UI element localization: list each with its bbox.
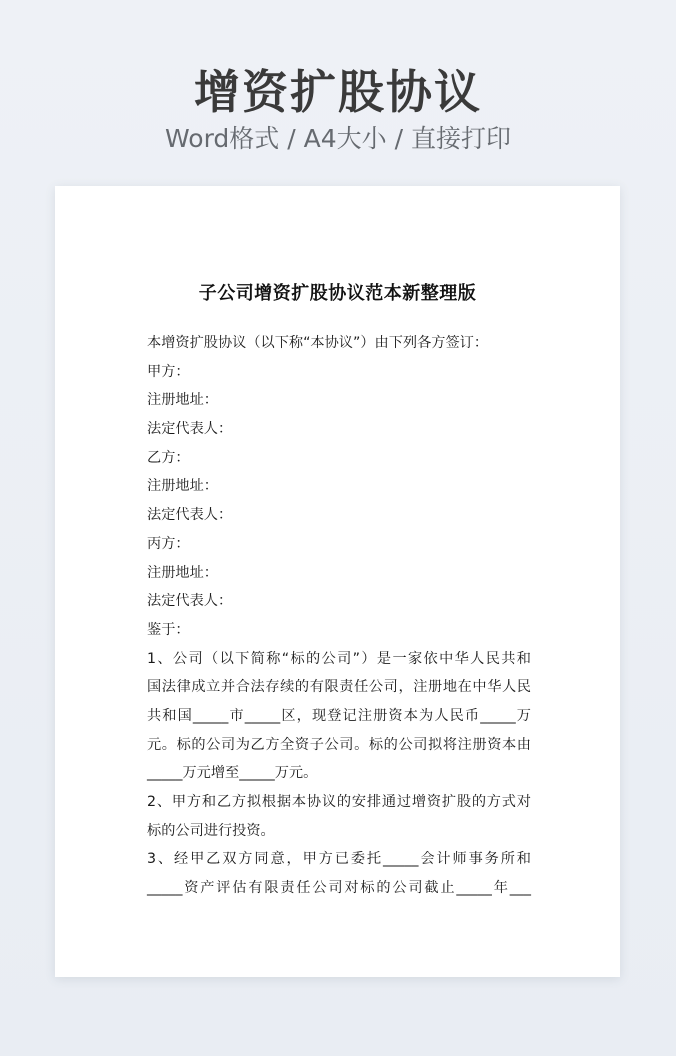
clause-3-line-2: _____资产评估有限责任公司对标的公司截止_____年___ xyxy=(147,880,531,897)
document-title: 子公司增资扩股协议范本新整理版 xyxy=(198,283,477,304)
clause-1-line-5: _____万元增至_____万元。 xyxy=(147,765,318,782)
party-c-label: 丙方： xyxy=(147,535,190,552)
party-b-label: 乙方： xyxy=(147,449,190,466)
whereas-label: 鉴于： xyxy=(147,621,190,638)
party-a-label: 甲方： xyxy=(147,363,190,380)
page-header xyxy=(0,62,676,156)
main-title: 增资扩股协议 xyxy=(194,65,482,119)
clause-3-line-1: 3、经甲乙双方同意，甲方已委托_____会计师事务所和 xyxy=(147,851,531,868)
clause-1-line-3: 共和国_____市_____区，现登记注册资本为人民币_____万 xyxy=(147,707,531,724)
clause-2-line-1: 2、甲方和乙方拟根据本协议的安排通过增资扩股的方式对 xyxy=(147,794,531,810)
party-b-address-label: 注册地址： xyxy=(147,478,218,495)
document-page xyxy=(55,186,620,977)
document-body xyxy=(147,329,531,903)
clause-1-line-1: 1、公司（以下简称“标的公司”）是一家依中华人民共和 xyxy=(147,650,531,667)
party-b-representative-label: 法定代表人： xyxy=(147,507,233,524)
party-a-address-label: 注册地址： xyxy=(147,392,218,409)
clause-2-line-2: 标的公司进行投资。 xyxy=(147,822,275,839)
party-a-representative-label: 法定代表人： xyxy=(147,421,233,438)
party-c-representative-label: 法定代表人： xyxy=(147,593,233,610)
clause-1-line-2: 国法律成立并合法存续的有限责任公司，注册地在中华人民 xyxy=(147,679,531,696)
party-c-address-label: 注册地址： xyxy=(147,564,218,581)
format-subtitle: Word格式 / A4大小 / 直接打印 xyxy=(165,124,511,153)
intro-line: 本增资扩股协议（以下称“本协议”）由下列各方签订： xyxy=(147,335,489,351)
clause-1-line-4: 元。标的公司为乙方全资子公司。标的公司拟将注册资本由 xyxy=(147,736,531,753)
